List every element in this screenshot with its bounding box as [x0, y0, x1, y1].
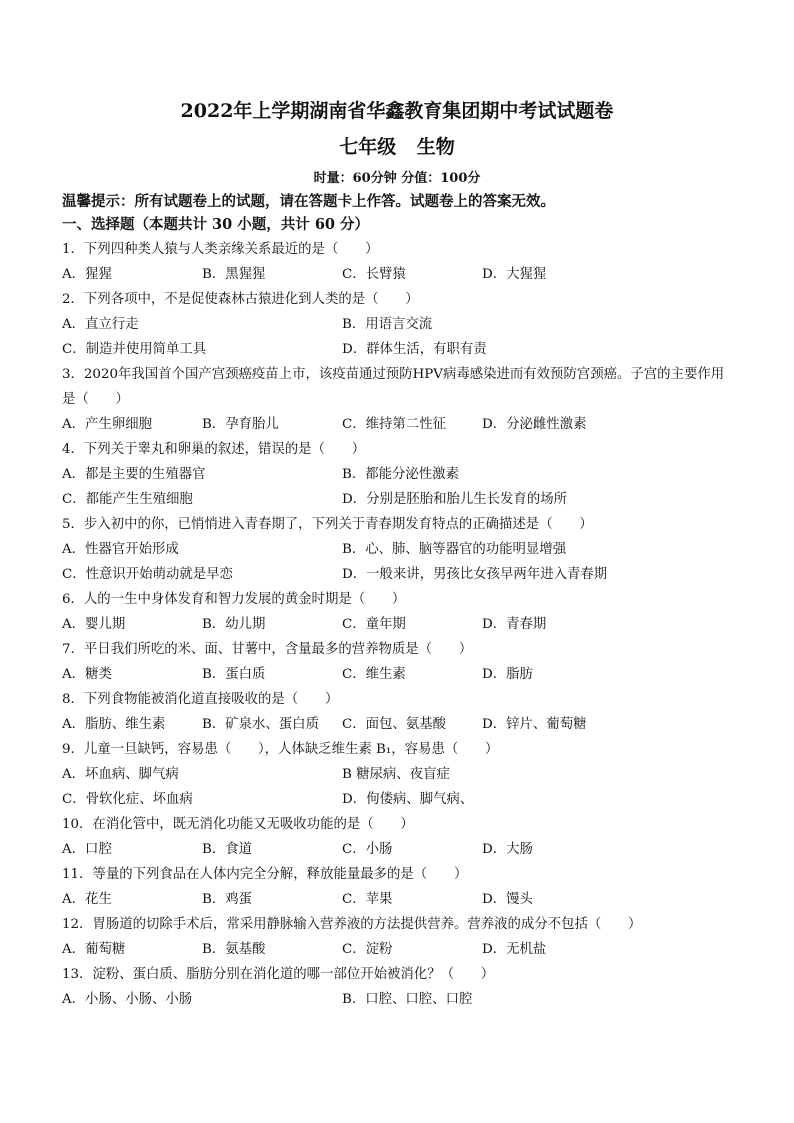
option-d: D．馒头 — [482, 892, 533, 907]
question-10-stem: 10．在消化管中，既无消化功能又无吸收功能的是（ ） — [62, 817, 414, 832]
option-a: A．性器官开始形成 — [62, 542, 179, 557]
question-5-stem: 5．步入初中的你，已悄悄进入青春期了，下列关于青春期发育特点的正确描述是（ ） — [62, 517, 593, 532]
option-a: A．猩猩 — [62, 267, 112, 282]
option-c: C．骨软化症、坏血病 — [62, 792, 193, 807]
option-a: A．都是主要的生殖器官 — [62, 467, 206, 482]
time-and-score: 时量：60分钟 分值：100分 — [313, 171, 481, 186]
question-4-options-row2 — [62, 487, 732, 512]
option-d: D．佝偻病、脚气病、 — [342, 792, 474, 807]
exam-title: 2022年上学期湖南省华鑫教育集团期中考试试题卷 — [180, 100, 614, 122]
question-11-options — [62, 887, 732, 912]
option-d: D．一般来讲，男孩比女孩早两年进入青春期 — [342, 567, 608, 582]
option-b: B．鸡蛋 — [202, 892, 253, 907]
option-b: B．矿泉水、蛋白质 — [202, 717, 319, 732]
question-8-options — [62, 712, 732, 737]
question-3-options — [62, 412, 732, 437]
option-a: A．口腔 — [62, 842, 112, 857]
option-d: D．锌片、葡萄糖 — [482, 717, 587, 732]
option-c: C．制造并使用简单工具 — [62, 342, 207, 357]
question-11-stem: 11．等量的下列食品在人体内完全分解，释放能量最多的是（ ） — [62, 867, 468, 882]
question-2-options-row2 — [62, 337, 732, 362]
option-b: B．食道 — [202, 842, 253, 857]
question-7-stem: 7．平日我们所吃的米、面、甘薯中，含量最多的营养物质是（ ） — [62, 642, 473, 657]
option-c: C．小肠 — [342, 842, 393, 857]
option-a: A．脂肪、维生素 — [62, 717, 166, 732]
option-c: C．淀粉 — [342, 942, 393, 957]
option-c: C．面包、氨基酸 — [342, 717, 446, 732]
section-heading: 一、选择题（本题共计 30 小题，共计 60 分） — [62, 216, 370, 233]
question-9-options-row1 — [62, 762, 732, 787]
option-d: D．无机盐 — [482, 942, 547, 957]
option-b: B．蛋白质 — [202, 667, 266, 682]
option-a: A．婴儿期 — [62, 617, 126, 632]
option-c: C．苹果 — [342, 892, 393, 907]
question-1-stem: 1．下列四种类人猿与人类亲缘关系最近的是（ ） — [62, 242, 379, 257]
question-9-stem: 9．儿童一旦缺钙，容易患（ ），人体缺乏维生素 B₁，容易患（ ） — [62, 742, 499, 757]
option-b: B．用语言交流 — [342, 317, 433, 332]
option-c: C．长臂猿 — [342, 267, 406, 282]
question-6-options — [62, 612, 732, 637]
option-d: D．群体生活，有职有责 — [342, 342, 487, 357]
grade-subject: 七年级 生物 — [339, 136, 455, 158]
question-2-options-row1 — [62, 312, 732, 337]
option-b: B．孕育胎儿 — [202, 417, 279, 432]
option-d: D．大肠 — [482, 842, 533, 857]
question-2-stem: 2．下列各项中，不是促使森林古猿进化到人类的是（ ） — [62, 292, 419, 307]
option-a: A．葡萄糖 — [62, 942, 126, 957]
option-b: B 糖尿病、夜盲症 — [342, 767, 450, 782]
question-5-options-row1 — [62, 537, 732, 562]
question-7-options — [62, 662, 732, 687]
question-3-stem: 3．2020年我国首个国产宫颈癌疫苗上市，该疫苗通过预防HPV病毒感染进而有效预防宫颈癌。子宫的主要作用是（ ） — [62, 367, 725, 407]
option-b: B．黑猩猩 — [202, 267, 266, 282]
option-c: C．都能产生生殖细胞 — [62, 492, 193, 507]
option-b: B．心、肺、脑等器官的功能明显增强 — [342, 542, 567, 557]
question-13-options-row1 — [62, 987, 732, 1012]
option-b: B．氨基酸 — [202, 942, 266, 957]
option-b: B．口腔、口腔、口腔 — [342, 992, 473, 1007]
question-6-stem: 6．人的一生中身体发育和智力发展的黄金时期是（ ） — [62, 592, 406, 607]
reminder-note: 温馨提示：所有试题卷上的试题，请在答题卡上作答。试题卷上的答案无效。 — [62, 193, 555, 210]
option-a: A．直立行走 — [62, 317, 139, 332]
option-d: D．大猩猩 — [482, 267, 547, 282]
question-4-stem: 4．下列关于睾丸和卵巢的叙述，错误的是（ ） — [62, 442, 366, 457]
question-10-options — [62, 837, 732, 862]
option-a: A．糖类 — [62, 667, 112, 682]
question-4-options-row1 — [62, 462, 732, 487]
question-5-options-row2 — [62, 562, 732, 587]
option-d: D．分别是胚胎和胎儿生长发育的场所 — [342, 492, 567, 507]
option-d: D．脂肪 — [482, 667, 533, 682]
option-c: C．性意识开始萌动就是早恋 — [62, 567, 233, 582]
question-13-stem: 13．淀粉、蛋白质、脂肪分别在消化道的哪一部位开始被消化？（ ） — [62, 967, 495, 982]
option-b: B．幼儿期 — [202, 617, 266, 632]
option-c: C．维生素 — [342, 667, 406, 682]
option-a: A．坏血病、脚气病 — [62, 767, 179, 782]
question-9-options-row2 — [62, 787, 732, 812]
option-a: A．产生卵细胞 — [62, 417, 153, 432]
option-a: A．花生 — [62, 892, 112, 907]
option-d: D．青春期 — [482, 617, 547, 632]
option-d: D．分泌雌性激素 — [482, 417, 587, 432]
option-a: A．小肠、小肠、小肠 — [62, 992, 193, 1007]
option-c: C．维持第二性征 — [342, 417, 446, 432]
question-12-stem: 12．胃肠道的切除手术后，常采用静脉输入营养液的方法提供营养。营养液的成分不包括（ ） — [62, 917, 642, 932]
question-12-options — [62, 937, 732, 962]
option-c: C．童年期 — [342, 617, 406, 632]
question-8-stem: 8．下列食物能被消化道直接吸收的是（ ） — [62, 692, 339, 707]
option-b: B．都能分泌性激素 — [342, 467, 459, 482]
question-1-options — [62, 262, 732, 287]
